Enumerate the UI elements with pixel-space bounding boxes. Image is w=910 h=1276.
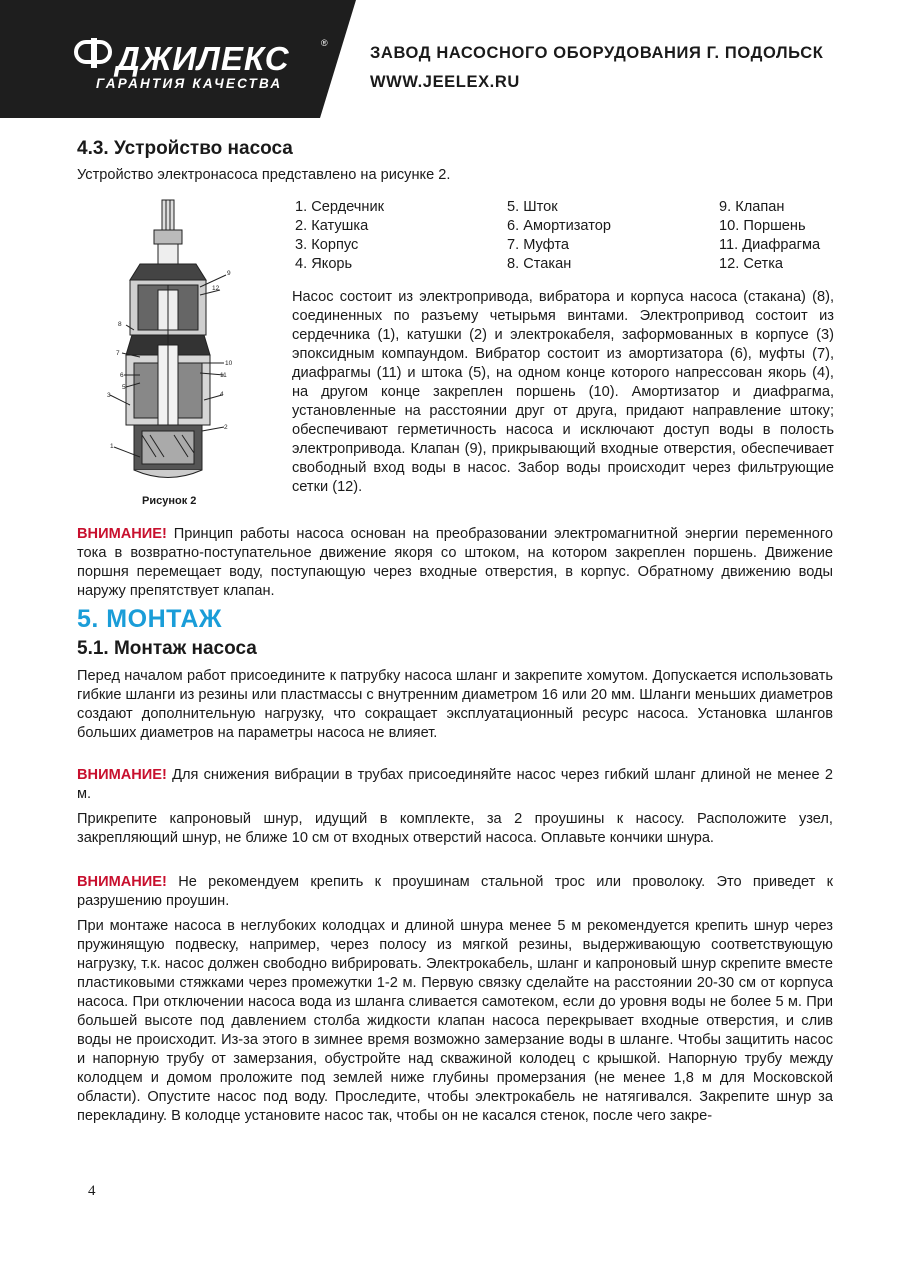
warning-label: ВНИМАНИЕ! bbox=[77, 874, 167, 890]
paragraph-hose: Перед началом работ присоедините к патрубку насоса шланг и закрепите хомутом. Допускается использовать гибкие шланги из резины или пластмассы с внутренним диаметром 16 или 20 мм. Шланги меньших диаметров создают дополнительную нагрузку, что сокращает эксплуатационный ресурс насоса. Установка шлангов больших диаметров на параметры насоса не влияет. bbox=[77, 668, 833, 741]
pump-cross-section-drawing bbox=[100, 195, 240, 495]
section-heading-5-1: 5.1. Монтаж насоса bbox=[77, 638, 257, 659]
warning-paragraph-principle bbox=[77, 525, 833, 601]
warning-label: ВНИМАНИЕ! bbox=[77, 767, 167, 783]
callout-2: 2 bbox=[224, 424, 228, 431]
callout-9: 9 bbox=[227, 270, 231, 277]
factory-title: ЗАВОД НАСОСНОГО ОБОРУДОВАНИЯ Г. ПОДОЛЬСК bbox=[370, 44, 824, 62]
paragraph-cord: Прикрепите капроновый шнур, идущий в комплекте, за 2 проушины к насосу. Расположите узел, закрепляющий шнур, не ближе 10 см от входных отверстий насоса. Оплавьте кончики шнура. bbox=[77, 811, 833, 846]
logo-mark-icon bbox=[74, 38, 114, 68]
parts-item: 6. Амортизатор bbox=[507, 218, 611, 234]
parts-item: 5. Шток bbox=[507, 199, 558, 215]
parts-item: 7. Муфта bbox=[507, 237, 570, 253]
callout-12: 12 bbox=[212, 285, 220, 292]
paragraph-installation: При монтаже насоса в неглубоких колодцах и длиной шнура менее 5 м рекомендуется крепить шнур через пружинящую подвеску, например, через полосу из мягкой резины, выдерживающую соответствующую нагрузку, т.к. насос должен свободно вибрировать. Электрокабель, шланг и капроновый шнур скрепите вместе пластиковыми стяжками через промежутки 1-2 м. Первую связку сделайте на расстоянии 20-30 см от корпуса насоса. При отключении насоса вода из шланга сливается самотеком, если до уровня воды не более 5 м. При большей высоте под давлением столба жидкости клапан насоса перекрывает входные отверстия, и слив воды не происходит. Из-за этого в зимнее время возможно замерзание воды в шланге. Чтобы защитить насос и напорную трубу от замерзания, обустройте над скважиной колодец с крышкой. Напорную трубу между колодцем и домом проложите под землей ниже глубины промерзания (не менее 1,8 м для Московской области). Опустите насос под воду. Проследите, чтобы электрокабель не натягивался. Закрепите шнур за перекладину. В колодце установите насос так, чтобы он не касался стенок, после чего закре- bbox=[77, 918, 833, 1124]
parts-column-1 bbox=[295, 198, 384, 274]
parts-item: 8. Стакан bbox=[507, 256, 572, 272]
section-intro: Устройство электронасоса представлено на рисунке 2. bbox=[77, 167, 451, 183]
warning-paragraph-cable bbox=[77, 873, 833, 911]
parts-item: 10. Поршень bbox=[719, 218, 806, 234]
parts-item: 3. Корпус bbox=[295, 237, 359, 253]
parts-item: 9. Клапан bbox=[719, 199, 785, 215]
warning-text: Не рекомендуем крепить к проушинам стальной трос или проволоку. Это приведет к разрушению проушин. bbox=[77, 874, 833, 909]
pump-diagram bbox=[100, 195, 240, 495]
warning-text: Принцип работы насоса основан на преобразовании электромагнитной энергии переменного тока в возвратно-поступательное движение якоря со штоком, на котором закреплен поршень. Движение поршня перемещает воду, поступающую через входные отверстия, в корпус. Обратному движению воды наружу препятствует клапан. bbox=[77, 526, 833, 599]
header-band bbox=[0, 0, 356, 118]
parts-item: 2. Катушка bbox=[295, 218, 369, 234]
callout-5: 5 bbox=[122, 384, 126, 391]
callout-1: 1 bbox=[110, 443, 114, 450]
parts-item: 4. Якорь bbox=[295, 256, 353, 272]
warning-label: ВНИМАНИЕ! bbox=[77, 526, 167, 542]
figure-caption: Рисунок 2 bbox=[142, 495, 197, 507]
section-heading-5: 5. МОНТАЖ bbox=[77, 605, 222, 633]
parts-column-2 bbox=[507, 198, 611, 274]
callout-3: 3 bbox=[107, 392, 111, 399]
website-link[interactable]: WWW.JEELEX.RU bbox=[370, 73, 520, 91]
parts-item: 1. Сердечник bbox=[295, 199, 385, 215]
parts-column-3 bbox=[719, 198, 820, 274]
warning-paragraph-vibration bbox=[77, 766, 833, 804]
callout-10: 10 bbox=[225, 360, 233, 367]
pump-description: Насос состоит из электропривода, вибратора и корпуса насоса (стакана) (8), соединенных по разъему четырьмя винтами. Электропривод состоит из сердечника (1), катушки (2) и электрокабеля, заформованных в корпусе (3) эпоксидным компаундом. Вибратор состоит из амортизатора (6), муфты (7), диафрагмы (11) и штока (5), на одном конце которого напрессован якорь (4), на другом конце закреплен поршень (10). Амортизатор и диафрагма, установленные на расстоянии друг от друга, придают направление штоку; обеспечивают герметичность насоса и исключают доступ воды в полость электропривода. Клапан (9), прикрывающий входные отверстия, обеспечивает свободный вход воды в насос. Забор воды происходит через фильтрующие сетки (12). bbox=[292, 289, 834, 495]
section-heading-4-3: 4.3. Устройство насоса bbox=[77, 138, 293, 159]
callout-11: 11 bbox=[220, 372, 227, 379]
page-number: 4 bbox=[88, 1183, 96, 1199]
registered-mark: ® bbox=[321, 38, 328, 48]
parts-item: 12. Сетка bbox=[719, 256, 784, 272]
parts-list bbox=[295, 198, 840, 278]
callout-7: 7 bbox=[116, 350, 120, 357]
warning-text: Для снижения вибрации в трубах присоединяйте насос через гибкий шланг длиной не менее 2 м. bbox=[77, 767, 833, 802]
callout-4: 4 bbox=[220, 391, 224, 398]
callout-8: 8 bbox=[118, 321, 122, 328]
brand-tagline: ГАРАНТИЯ КАЧЕСТВА bbox=[96, 76, 283, 91]
brand-logo bbox=[74, 38, 334, 98]
brand-name: ДЖИЛЕКС bbox=[116, 40, 290, 77]
callout-6: 6 bbox=[120, 372, 124, 379]
parts-item: 11. Диафрагма bbox=[719, 237, 821, 253]
